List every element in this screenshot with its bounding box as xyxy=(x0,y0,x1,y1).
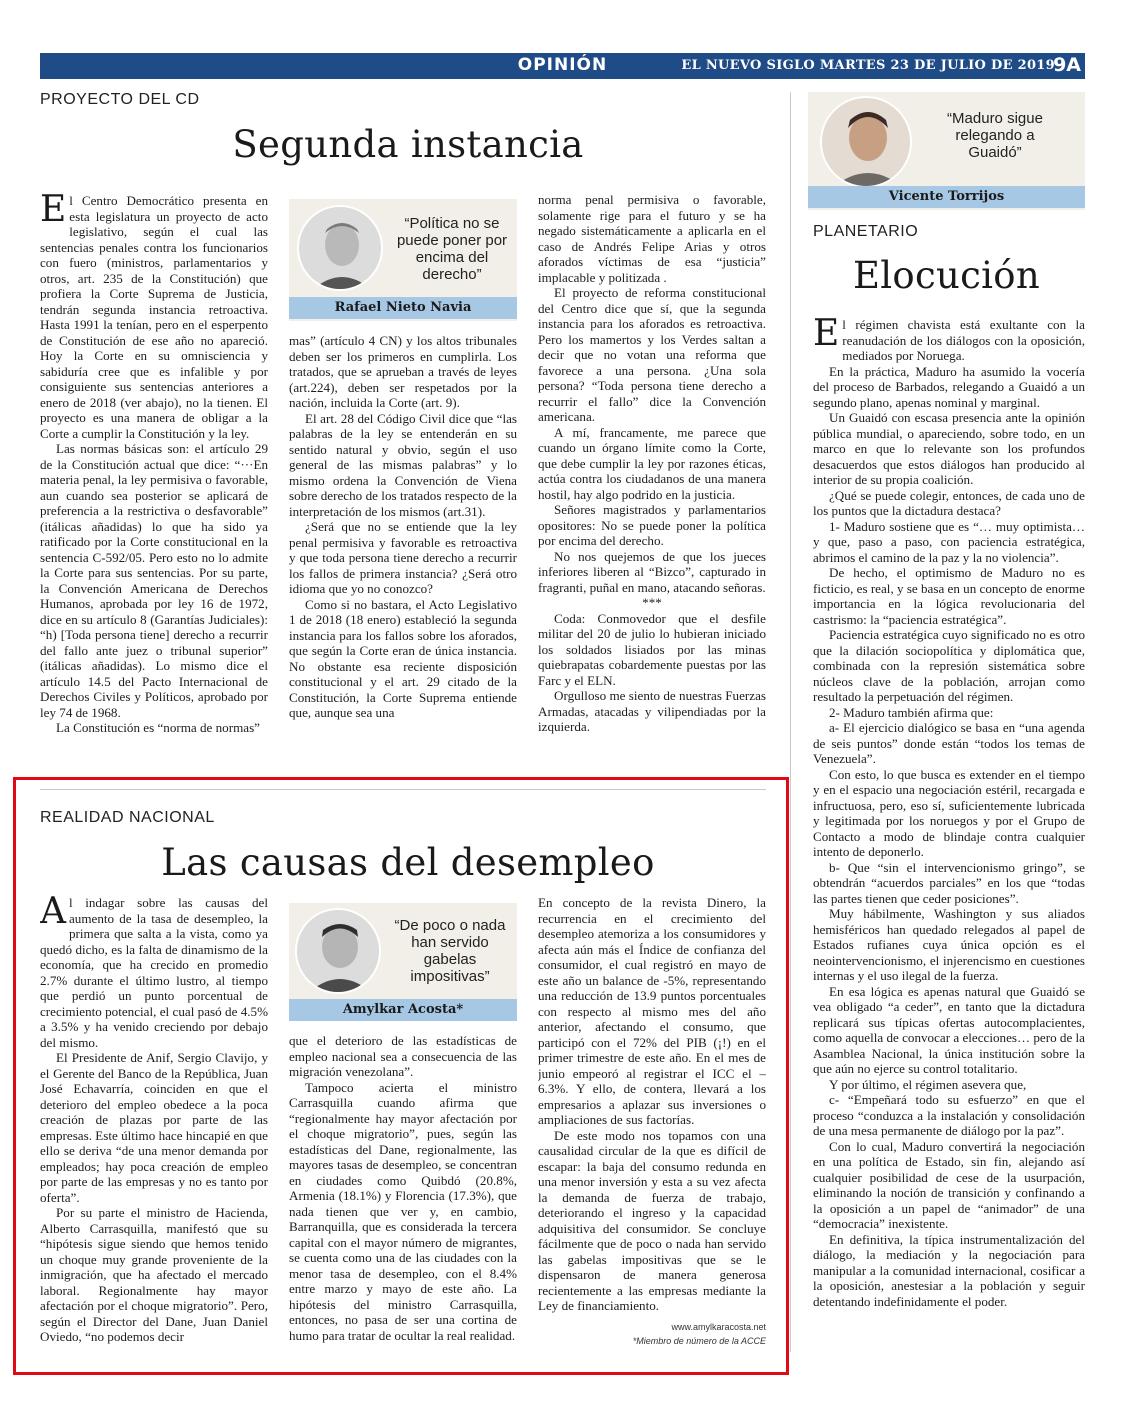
paragraph: El Presidente de Anif, Sergio Clavijo, y el Gerente del Banco de la República, Juan José Echavarría, coinciden en que el deterioro del empleo obedece a la poca creación de plazas por parte de las empresas. Este último hace hincapié en que ello se deriva “de una menor demanda por empleados; hay poca creación de empleo por parte de las empresas y no es tanto por oferta”. xyxy=(40,1050,268,1205)
paragraph: El proyecto de reforma constitucional del Centro dice que sí, que la segunda instancia para los aforados es retroactiva. Pero los mamertos y los Verdes saltan a decir que no votan una reforma que favorece a una persona. ¿Una sola persona? “Toda persona tiene derecho a recurrir el fallo” dice la Convención americana. xyxy=(538,285,766,424)
portrait-icon xyxy=(297,910,381,994)
section-title: OPINIÓN xyxy=(517,55,608,75)
paragraph: l régimen chavista está exultante con la reanudación de los diálogos con la oposición, mediados por Noruega. xyxy=(842,317,1085,363)
separator-asterisks: *** xyxy=(642,595,662,610)
column-divider xyxy=(790,92,791,1352)
article2-quote-box xyxy=(289,903,517,1021)
paragraph: En definitiva, la típica instrumentalización del diálogo, la mediación y la negociación para manipular a la comunidad internacional, cosificar a la oposición, anestesiar a la población y seguir detentando indefinidamente el poder. xyxy=(813,1231,1085,1309)
paragraph: 1- Maduro sostiene que es “… muy optimista… y que, paso a paso, con paciencia estratégica, abrimos el camino de la paz y la no violencia”. xyxy=(813,518,1085,565)
paragraph: No nos quejemos de que los jueces inferiores liberen al “Bizco”, capturado in fragranti, puñal en mano, atacando señoras. xyxy=(538,548,766,595)
paragraph: Y por último, el régimen asevera que, xyxy=(829,1076,1027,1092)
paragraph: Por su parte el ministro de Hacienda, Alberto Carrasquilla, manifestó que su “hipótesis sigue siendo que hemos tenido un choque muy grande proveniente de la inmigración, que ha afectado el mercado laboral. Regionalmente hay mayor afectación por el choque migratorio”. Pero, según el Director del Dane, Juan Daniel Oviedo, “no podemos decir xyxy=(40,1205,268,1344)
paragraph: Con esto, lo que busca es extender en el tiempo y en el espacio una negociación estéril, recargada e infructuosa, pero, eso sí, suficientemente lubricada y legitimada por los noruegos y por el Grupo de Contacto a modo de blindaje contra cualquier intento de deponerlo. xyxy=(813,766,1085,859)
article3-body xyxy=(813,317,1085,1357)
paragraph: c- “Empeñará todo su esfuerzo” en que el proceso “conduzca a la instalación y consolidación de una mesa permanente de diálogo por la paz”. xyxy=(813,1092,1085,1138)
paragraph: Señores magistrados y parlamentarios opositores: No se puede poner la política por encima del derecho. xyxy=(538,502,766,548)
paragraph: De este modo nos topamos con una causalidad circular de la que es difícil de escapar: la baja del consumo redunda en una menor inversión y esta a su vez afecta la demanda de fuerza de trabajo, deteriorando el ingreso y la capacidad adquisitiva del consumidor. Se concluye fácilmente que de poco o nada han servido las gabelas impositivas que se le dispensaron de manera generosa recientemente a las empresas mediante la Ley de financiamiento. xyxy=(538,1127,766,1313)
paragraph: l indagar sobre las causas del aumento de la tasa de desempleo, la primera que salta a la vista, como ya quedó dicho, es la falta de dinamismo de la economía, que ha crecido en promedio 2.7% durante el último lustro, al tiempo que perdió un punto porcentual de crecimiento potencial, el cual pasó de 4.5% a 3.5% y ha venido creciendo por debajo del mismo. xyxy=(40,895,268,1050)
article1-kicker: PROYECTO DEL CD xyxy=(40,91,200,108)
paragraph: que el deterioro de las estadísticas de empleo nacional sea a consecuencia de las migración venezolana”. xyxy=(289,1033,517,1079)
article3-kicker: PLANETARIO xyxy=(813,223,919,240)
paragraph: Con lo cual, Maduro convertirá la negociación en una política de Estado, sin fin, alejando así cualquier posibilidad de cese de la usurpación, eliminando la noción de transición y confinando a la oposición a un papel de “animador” de una “democracia” inexistente. xyxy=(813,1138,1085,1231)
paragraph: norma penal permisiva o favorable, solamente rige para el futuro y se ha negado sistemáticamente a aplicarla en el caso de Andrés Felipe Arias y otros aforados víctimas de esa “justicia” implacable y politizada . xyxy=(538,192,766,285)
paragraph: Las normas básicas son: el artículo 29 de la Constitución actual que dice: “···En materia penal, la ley permisiva o favorable, aun cuando sea posterior se aplicará de preferencia a la restrictiva o desfavorable” (itálicas añadidas) lo que ha sido ya ratificado por la Corte constitucional en la sentencia C-592/05. Pero esto no lo admite la Corte para sus sentencias. Por su parte, la Convención Americana de Derechos Humanos, aprobada por ley 16 de 1972, dice en su artículo 8 (Garantías Judiciales): “h) [Toda persona tiene] derecho a recurrir del fallo ante juez o tribunal superior” (itálicas añadidas). Lo mismo dice el artículo 14.5 del Pacto Internacional de Derechos Civiles y Políticos, aprobado por ley 74 de 1968. xyxy=(40,441,268,720)
paragraph: ¿Qué se puede colegir, entonces, de cada uno de los puntos que la dictadura destaca? xyxy=(813,487,1085,518)
paragraph: Como si no bastara, el Acto Legislativo 1 de 2018 (18 enero) estableció la segunda instancia para los fallos sobre los aforados, que según la Corte eran de única instancia. No obstante esa reciente disposición constitucional y el art. 29 citado de la Constitución, la Corte Suprema entiende que, aunque sea una xyxy=(289,596,517,720)
paragraph: A mí, francamente, me parece que cuando un órgano límite como la Corte, que debe cumplir la ley por razones éticas, actúa contra los ciudadanos de una manera hostil, hay algo podrido en la justicia. xyxy=(538,424,766,502)
article1-column-1 xyxy=(40,193,268,768)
paragraph: De hecho, el optimismo de Maduro no es ficticio, es real, y se basa en un concepto de enorme importancia en la lógica revolucionaria del castrismo: la “paciencia estratégica”. xyxy=(813,565,1085,627)
article3-dropcap: E xyxy=(813,317,840,354)
article3-author: Vicente Torrijos xyxy=(808,186,1085,208)
paragraph: b- Que “sin el intervencionismo gringo”, se obtendrán “acuerdos parciales” en los que “todas las partes tienen que ceder posiciones”. xyxy=(813,859,1085,906)
paragraph: mas” (artículo 4 CN) y los altos tribunales deben ser los primeros en cumplirla. Los tratados, que se aprueban a través de leyes (art.224), deben ser respetados por la nación, incluida la Corte (art. 9). xyxy=(289,333,517,410)
article2-dropcap: A xyxy=(40,895,66,932)
author-footnote: *Miembro de número de la ACCE xyxy=(632,1336,766,1346)
paragraph: Orgulloso me siento de nuestras Fuerzas Armadas, atacadas y vilipendiadas por la izquierda. xyxy=(538,688,766,734)
article1-pull-quote: “Política no se puede poner por encima del derecho” xyxy=(396,215,508,283)
article2-column-3 xyxy=(538,895,766,1319)
article3-pull-quote: “Maduro sigue relegando a Guaidó” xyxy=(947,110,1043,161)
portrait-icon xyxy=(822,98,912,188)
author-portrait-rafael-nieto xyxy=(297,205,383,291)
paragraph: Tampoco acierta el ministro Carrasquilla cuando afirma que “regionalmente hay mayor afectación por el choque migratorio”, pues, según las estadísticas del Dane, regionalmente, las mayores tasas de desempleo, se concentran en ciudades como Quibdó (20.8%, Armenia (18.1%) y Florencia (17.3%), que nada tienen que ver y, en cambio, Barranquilla, que es considerada la tercera capital con el mayor número de migrantes, se cuenta como una de las ciudades con la menor tasa de desempleo, con el 8.4% entre marzo y mayo de este año. La hipótesis del ministro Carrasquilla, entonces, no pasa de ser una cortina de humo para tratar de ocultar la real realidad. xyxy=(289,1079,517,1343)
article2-column-2 xyxy=(289,1033,517,1353)
paragraph: 2- Maduro también afirma que: xyxy=(829,704,994,720)
paragraph: En concepto de la revista Dinero, la recurrencia en el crecimiento del desempleo atemoriza a los consumidores y afecta aún más el Índice de confianza del consumidor, el cual registró en mayo de este año un balance de -5%, representando una reducción de 13.9 puntos porcentuales con respecto al mismo mes del año anterior, afectando el consumo, que participó con el 72% del PIB (¡!) en el primer trimestre de este año. En el mes de junio empeoró al registrar el ICC el – 6.3%. Y ello, de contera, llevará a los empresarios a aplazar sus inversiones o ampliaciones de sus factorías. xyxy=(538,895,766,1127)
article1-author: Rafael Nieto Navia xyxy=(289,297,517,319)
author-portrait-amylkar-acosta xyxy=(295,908,381,994)
paragraph: En la práctica, Maduro ha asumido la vocería del proceso de Barbados, relegando a Guaidó a un segundo plano, apenas nominal y marginal. xyxy=(813,363,1085,410)
article1-dropcap: E xyxy=(40,193,67,230)
section-header-bar xyxy=(40,53,1085,79)
paragraph: La Constitución es “norma de normas” xyxy=(56,720,260,735)
paragraph: En esa lógica es apenas natural que Guaidó se vea obligado “a ceder”, en tanto que la dictadura replicará sus típicas ofertas autocomplacientes, como aquella de convocar a elecciones… pero de la Asamblea Nacional, la única institución sobre la que aún no ejerce su control totalitario. xyxy=(813,983,1085,1076)
article3-title: Elocución xyxy=(852,254,1041,297)
paragraph: Coda: Conmovedor que el desfile militar del 20 de julio lo hubieran iniciado los soldados lisiados por las minas quiebrapatas cobardemente puestas por las Farc y el ELN. xyxy=(538,610,766,688)
dateline: EL NUEVO SIGLO MARTES 23 DE JULIO DE 2019 xyxy=(681,58,1055,73)
page-number: 9A xyxy=(1053,54,1081,76)
paragraph: Paciencia estratégica cuyo significado no es otro que la dilación sociopolítica y diplomática que, combinada con la represión sistemática sobre núcleos clave de la población, arrojan como resultado la perpetuación del régimen. xyxy=(813,627,1085,704)
paragraph: Muy hábilmente, Washington y sus aliados hemisféricos han quedado relegados al papel de Estados rufianes cuya única opción es el neointervencionismo, el injerencismo en cuestiones internas y el uso ilegal de la fuerza. xyxy=(813,906,1085,983)
paragraph: a- El ejercicio dialógico se basa en “una agenda de seis puntos” donde están “todos los temas de Venezuela”. xyxy=(813,720,1085,766)
article1-quote-box xyxy=(289,199,517,321)
article3-quote-box xyxy=(808,92,1085,210)
paragraph: Un Guaidó con escasa presencia ante la opinión pública mundial, o apareciendo, sobre todo, en un marco en que lo relevante son los profundos desacuerdos que estos diálogos han producido al interior de su propia coalición. xyxy=(813,410,1085,487)
article1-title: Segunda instancia xyxy=(232,123,584,166)
author-website: www.amylkaracosta.net xyxy=(671,1322,766,1332)
portrait-icon xyxy=(299,207,383,291)
article2-title: Las causas del desempleo xyxy=(161,841,655,884)
article2-pull-quote: “De poco o nada han servido gabelas impositivas” xyxy=(394,917,506,985)
article1-column-3 xyxy=(538,192,766,769)
paragraph: El art. 28 del Código Civil dice que “las palabras de la ley se entenderán en su sentido natural y obvio, según el uso general de las mismas palabras” y lo mismo ordena la Convención de Viena sobre derecho de los tratados respecto de la interpretación de los mismos (art.31). xyxy=(289,410,517,519)
article-divider xyxy=(40,789,766,790)
article2-kicker: REALIDAD NACIONAL xyxy=(40,809,215,826)
article2-column-1 xyxy=(40,895,268,1355)
article2-author: Amylkar Acosta* xyxy=(289,999,517,1021)
author-portrait-vicente-torrijos xyxy=(820,96,912,188)
paragraph: ¿Será que no se entiende que la ley penal permisiva y favorable es retroactiva y que toda persona tiene derecho a recurrir los fallos de primera instancia? ¿Será otro idioma que yo no conozco? xyxy=(289,519,517,596)
paragraph: l Centro Democrático presenta en esta legislatura un proyecto de acto legislativo, según el cual las sentencias penales contra los funcionarios con fuero (ministros, parlamentarios y otros, art. 235 de la Constitución) que profiera la Corte Suprema de Justicia, tendrán segunda instancia retroactiva. Hasta 1991 la tenían, pero en el esperpento de Constitución de ese año no apareció. Hoy la Corte en su omnisciencia y sabiduría cree que es infalible y por consiguiente sus sentencias anteriores a enero de 2018 (ver abajo), no la tienen. El proyecto es una manera de obligar a la Corte a cumplir la Constitución y la ley. xyxy=(40,193,268,441)
article1-column-2 xyxy=(289,333,517,769)
